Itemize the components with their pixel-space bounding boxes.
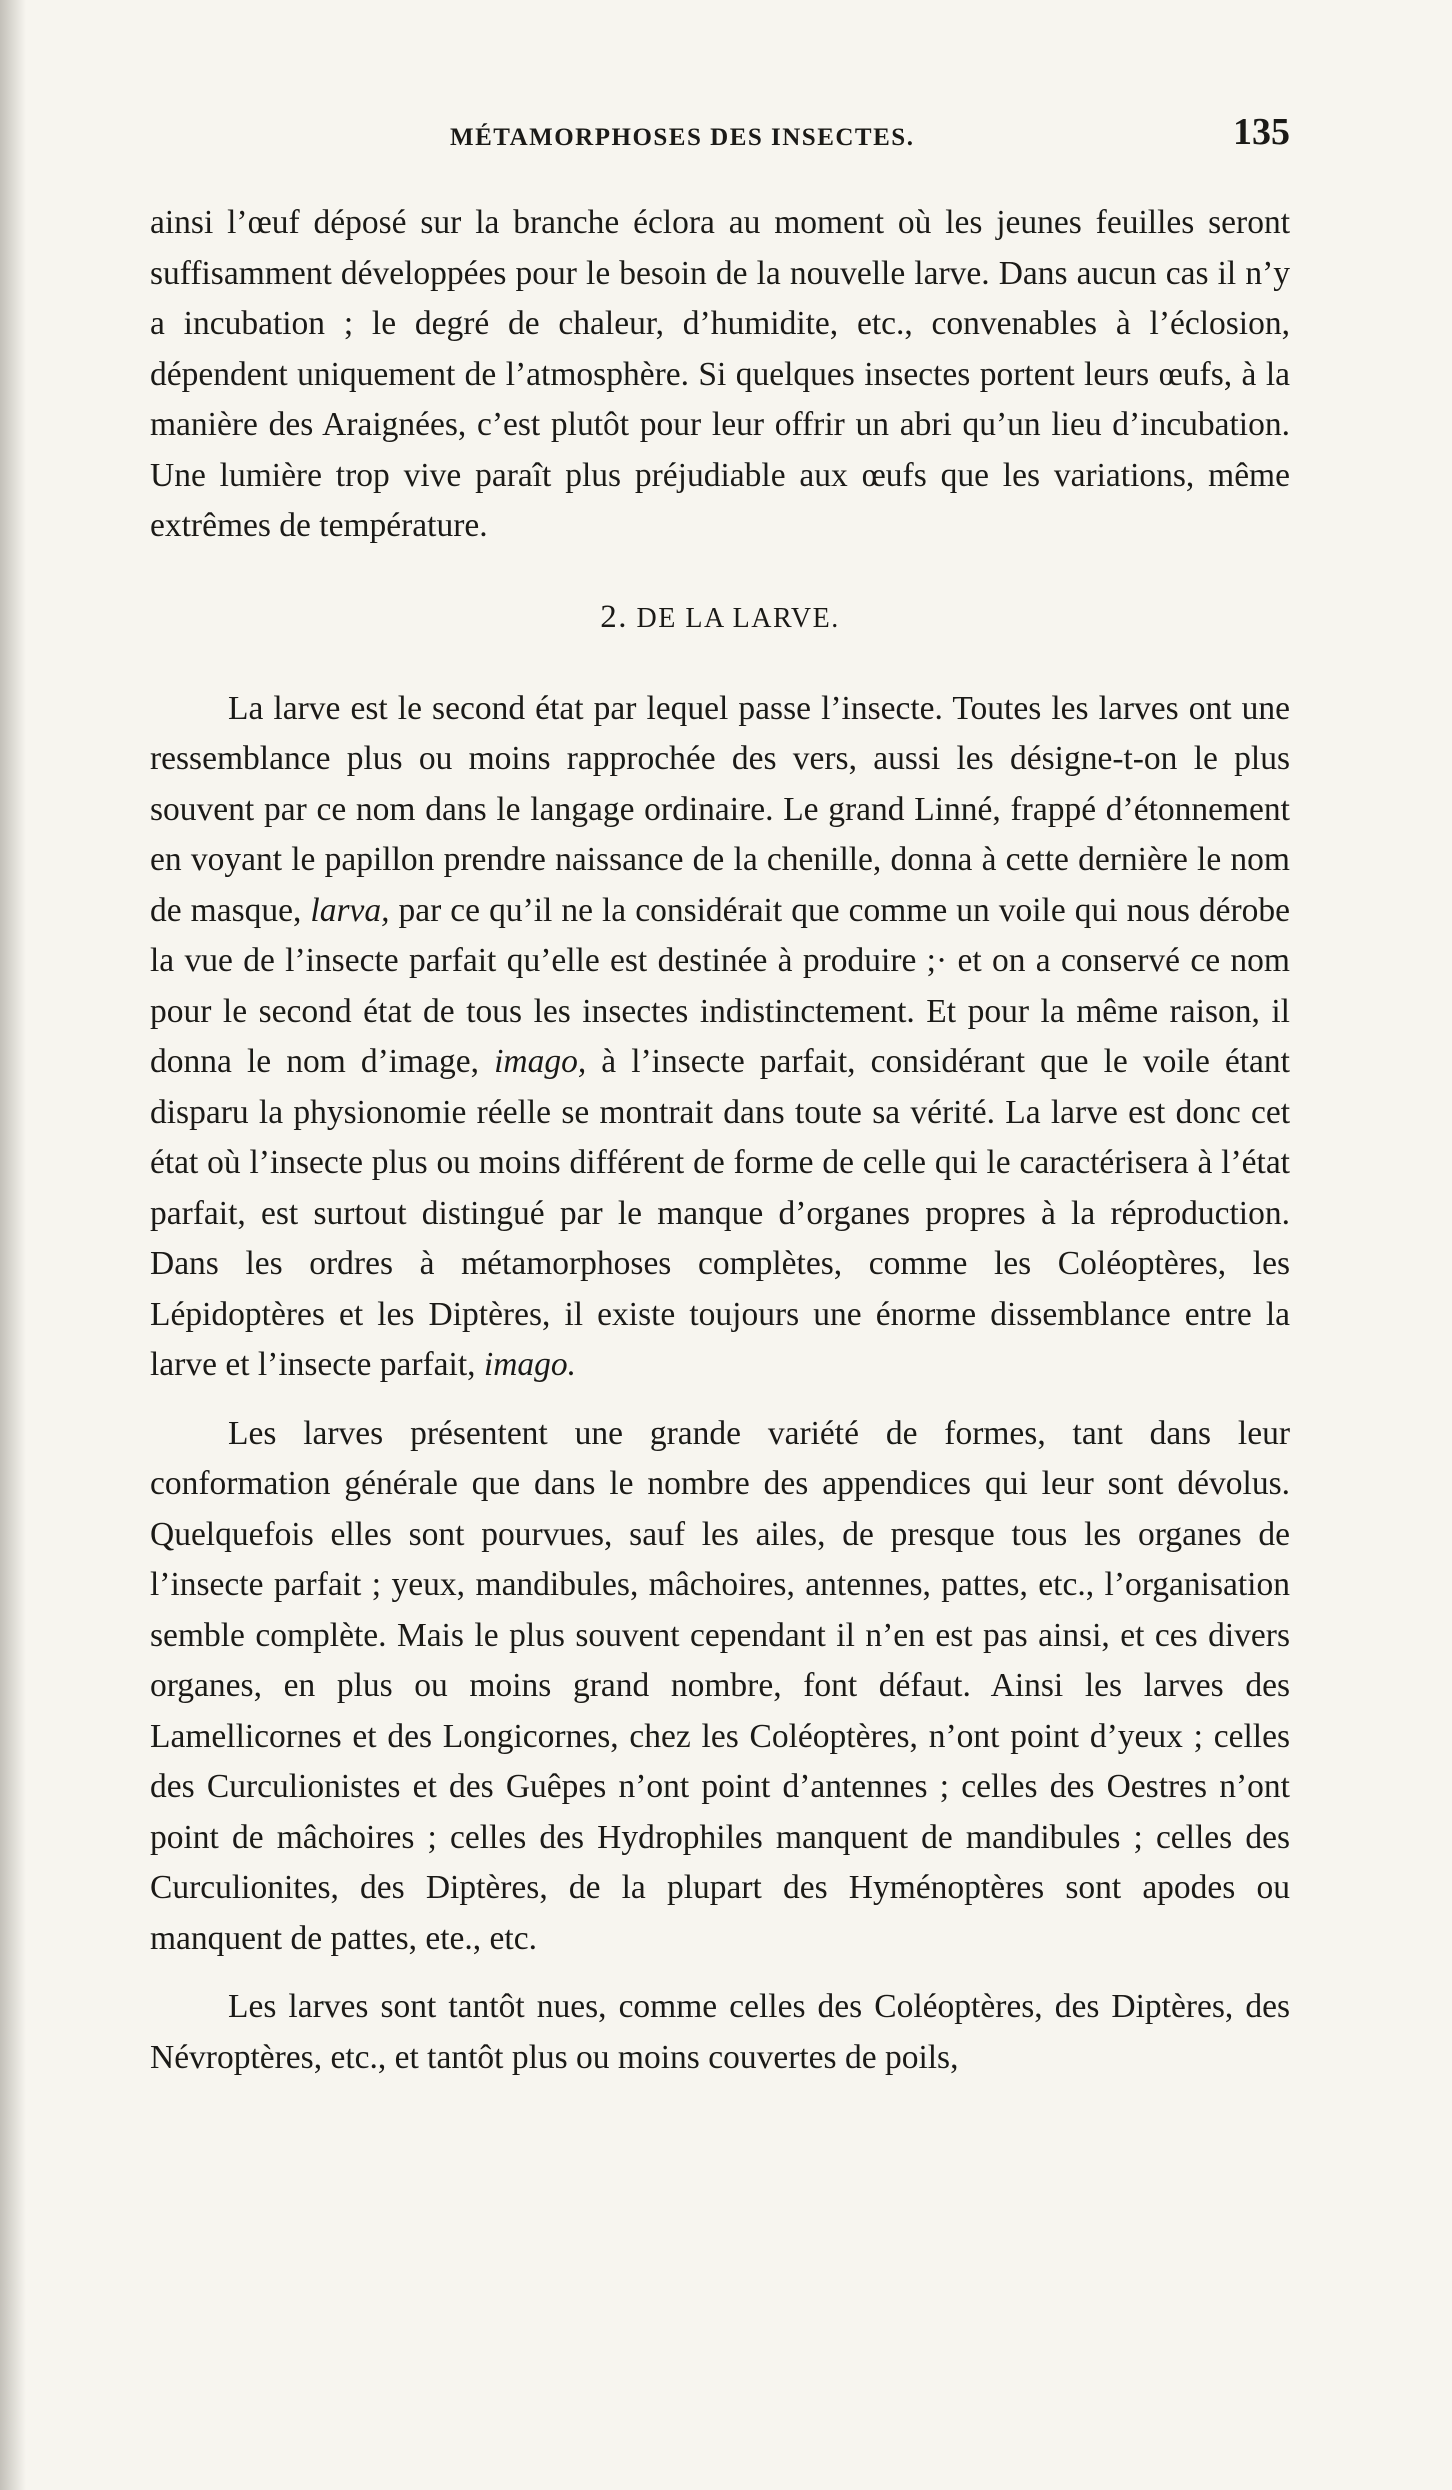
page-number: 135 <box>1233 111 1290 153</box>
section-title: DE LA LARVE. <box>636 602 840 634</box>
paragraph-larva-definition <box>150 684 1290 1391</box>
paragraph-larva-covering: Les larves sont tantôt nues, comme celles des Coléoptères, des Diptères, des Névroptères, etc., et tantôt plus ou moins couvertes de poils, <box>150 1988 1290 2076</box>
italic-term-larva: larva, <box>310 891 390 929</box>
paragraph-larva-forms: Les larves présentent une grande variété de formes, tant dans leur conformation générale que dans le nombre des appendices qui leur sont dévolus. Quelquefois elles sont pourvues, sauf les ailes, de presque tous les organes de l’insecte parfait ; yeux, mandibules, mâchoires, antennes, pattes, etc., l’organisation semble complète. Mais le plus souvent cependant il n’en est pas ainsi, et ces divers organes, en plus ou moins grand nombre, font défaut. Ainsi les larves des Lamellicornes et des Longicornes, chez les Coléoptères, n’ont point d’yeux ; celles des Curculionistes et des Guêpes n’ont point d’antennes ; celles des Oestres n’ont point de mâchoires ; celles des Hydrophiles manquent de mandibules ; celles des Curculionites, des Diptères, de la plupart des Hyménoptères sont apodes ou manquent de pattes, ete., etc. <box>150 1414 1290 1957</box>
page-edge-shadow <box>0 0 26 2490</box>
text-span: à l’insecte parfait, considérant que le voile étant disparu la physionomie réelle se montrait dans toute sa vérité. La larve est donc cet état où l’insecte plus ou moins différent de forme de celle qui le caractérisera à l’état parfait, est surtout distingué par le manque d’organes propres à la réproduction. Dans les ordres à métamorphoses complètes, comme les Coléoptères, les Lépidoptères et les Diptères, il existe toujours une énorme dissemblance entre la larve et l’insecte parfait, <box>150 1043 1290 1383</box>
italic-term-imago: imago, <box>494 1043 587 1080</box>
page-header <box>150 110 1290 160</box>
running-head: MÉTAMORPHOSES DES INSECTES. <box>450 124 915 151</box>
text-span: par ce qu’il ne la considérait que comme un voile qui nous dérobe la vue de l’insecte parfait qu’elle est destinée à produire ;· et on a conservé ce nom pour le second état de tous les insectes indistinctement. Et pour la même raison, il donna le nom d’image, <box>150 891 1291 1080</box>
paragraph-egg-conclusion: ainsi l’œuf déposé sur la branche éclora au moment où les jeunes feuilles seront suffisamment développées pour le besoin de la nouvelle larve. Dans aucun cas il n’y a incubation ; le degré de chaleur, d’humidite, etc., convenables à l’éclosion, dépendent uniquement de l’atmosphère. Si quelques insectes portent leurs œufs, à la manière des Araignées, c’est plutôt pour leur offrir un abri qu’un lieu d’incubation. Une lumière trop vive paraît plus préjudiable aux œufs que les variations, même extrêmes de température. <box>150 204 1290 544</box>
section-number: 2. <box>600 598 629 635</box>
section-heading <box>150 592 1290 644</box>
italic-term-imago-final: imago. <box>483 1346 577 1383</box>
text-span: La larve est le second état par lequel passe l’insecte. Toutes les larves ont une ressemblance plus ou moins rapprochée des vers, aussi les désigne-t-on le plus souvent par ce nom dans le langage ordinaire. Le grand Linné, frappé d’étonnement en voyant le papillon prendre naissance de la chenille, donna à cette dernière le nom de masque, <box>150 689 1290 929</box>
body-text <box>150 198 1290 2083</box>
